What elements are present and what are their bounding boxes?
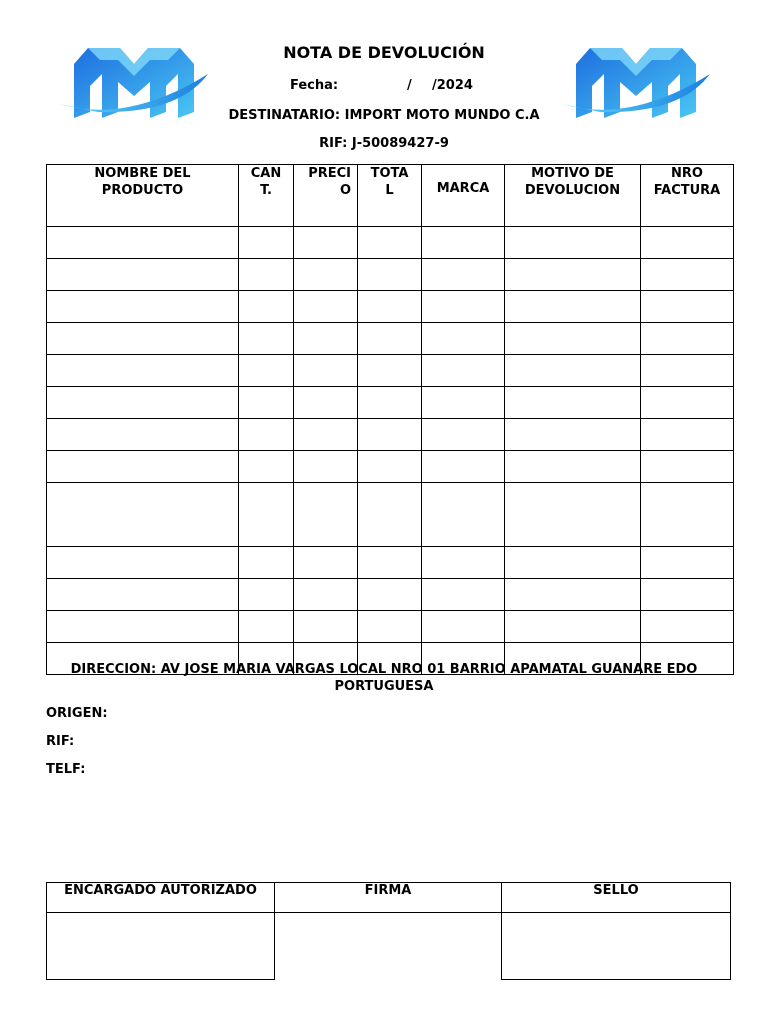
col-header-label: PRECI O <box>308 166 351 198</box>
col-header-label: TOTA L <box>370 166 409 198</box>
table-row <box>47 323 734 355</box>
table-row <box>47 547 734 579</box>
table-cell[interactable] <box>358 579 422 611</box>
table-cell[interactable] <box>47 227 239 259</box>
table-cell[interactable] <box>422 483 505 547</box>
table-cell[interactable] <box>641 227 734 259</box>
table-cell[interactable] <box>47 291 239 323</box>
col-header-motivo <box>505 165 641 227</box>
table-cell[interactable] <box>422 227 505 259</box>
table-cell[interactable] <box>358 547 422 579</box>
table-cell[interactable] <box>47 611 239 643</box>
table-cell[interactable] <box>239 611 294 643</box>
table-cell[interactable] <box>294 291 358 323</box>
col-header-precio <box>294 165 358 227</box>
signature-body-row <box>47 913 731 980</box>
table-cell[interactable] <box>239 579 294 611</box>
table-cell[interactable] <box>641 291 734 323</box>
recipient-rif: RIF: J-50089427-9 <box>319 136 449 151</box>
table-cell[interactable] <box>239 451 294 483</box>
table-header-row <box>47 165 734 227</box>
col-header-producto <box>47 165 239 227</box>
table-cell[interactable] <box>239 547 294 579</box>
table-cell[interactable] <box>422 291 505 323</box>
table-cell[interactable] <box>505 579 641 611</box>
signature-table <box>46 882 731 980</box>
table-cell[interactable] <box>422 355 505 387</box>
table-cell[interactable] <box>505 227 641 259</box>
table-cell[interactable] <box>294 355 358 387</box>
address: DIRECCION: AV JOSE MARIA VARGAS LOCAL NRO 01 BARRIO APAMATAL GUANARE EDO PORTUGUESA <box>70 662 698 694</box>
table-cell[interactable] <box>358 451 422 483</box>
date-year: /2024 <box>432 78 473 93</box>
date-line <box>0 78 768 96</box>
table-cell[interactable] <box>641 419 734 451</box>
table-cell[interactable] <box>641 355 734 387</box>
table-cell[interactable] <box>294 579 358 611</box>
firma-header: FIRMA <box>275 883 502 913</box>
table-cell[interactable] <box>505 547 641 579</box>
sello-field[interactable] <box>502 913 731 980</box>
fecha-label: Fecha: <box>290 78 339 93</box>
table-cell[interactable] <box>358 323 422 355</box>
table-cell[interactable] <box>294 227 358 259</box>
table-cell[interactable] <box>505 259 641 291</box>
table-cell[interactable] <box>47 483 239 547</box>
table-cell[interactable] <box>641 483 734 547</box>
table-row <box>47 579 734 611</box>
table-cell[interactable] <box>422 387 505 419</box>
table-row <box>47 227 734 259</box>
table-row <box>47 611 734 643</box>
table-cell[interactable] <box>358 387 422 419</box>
table-cell[interactable] <box>294 323 358 355</box>
col-header-marca <box>422 165 505 227</box>
table-cell[interactable] <box>422 579 505 611</box>
table-cell[interactable] <box>422 547 505 579</box>
table-cell[interactable] <box>641 259 734 291</box>
rif-label: RIF: <box>46 734 75 749</box>
col-header-label: NOMBRE DEL PRODUCTO <box>94 166 191 198</box>
table-cell[interactable] <box>47 451 239 483</box>
telf-label: TELF: <box>46 762 86 777</box>
table-cell[interactable] <box>294 483 358 547</box>
table-cell[interactable] <box>294 259 358 291</box>
table-cell[interactable] <box>422 323 505 355</box>
col-header-label: NRO FACTURA <box>653 166 721 198</box>
table-cell[interactable] <box>641 547 734 579</box>
table-cell[interactable] <box>294 419 358 451</box>
col-header-factura <box>641 165 734 227</box>
table-cell[interactable] <box>505 483 641 547</box>
table-cell[interactable] <box>239 387 294 419</box>
table-cell[interactable] <box>641 611 734 643</box>
table-cell[interactable] <box>47 419 239 451</box>
table-row <box>47 259 734 291</box>
table-cell[interactable] <box>358 419 422 451</box>
encargado-field[interactable] <box>47 913 275 980</box>
table-cell[interactable] <box>358 227 422 259</box>
table-cell[interactable] <box>505 451 641 483</box>
col-header-label: MARCA <box>436 181 490 196</box>
table-cell[interactable] <box>294 387 358 419</box>
table-cell[interactable] <box>239 323 294 355</box>
col-header-total <box>358 165 422 227</box>
table-cell[interactable] <box>422 611 505 643</box>
table-cell[interactable] <box>358 355 422 387</box>
table-row <box>47 483 734 547</box>
table-cell[interactable] <box>47 387 239 419</box>
col-header-label: MOTIVO DE DEVOLUCION <box>524 166 621 198</box>
table-cell[interactable] <box>422 419 505 451</box>
table-cell[interactable] <box>358 483 422 547</box>
table-cell[interactable] <box>505 323 641 355</box>
table-cell[interactable] <box>358 291 422 323</box>
table-cell[interactable] <box>294 451 358 483</box>
table-cell[interactable] <box>641 387 734 419</box>
table-cell[interactable] <box>47 259 239 291</box>
recipient: DESTINATARIO: IMPORT MOTO MUNDO C.A <box>228 108 540 123</box>
table-cell[interactable] <box>239 355 294 387</box>
firma-field[interactable] <box>275 913 502 980</box>
table-row <box>47 387 734 419</box>
table-cell[interactable] <box>294 611 358 643</box>
table-cell[interactable] <box>358 259 422 291</box>
table-cell[interactable] <box>422 451 505 483</box>
table-cell[interactable] <box>239 483 294 547</box>
table-cell[interactable] <box>505 419 641 451</box>
table-cell[interactable] <box>239 259 294 291</box>
encargado-header: ENCARGADO AUTORIZADO <box>47 883 275 913</box>
table-cell[interactable] <box>505 355 641 387</box>
table-cell[interactable] <box>294 547 358 579</box>
table-cell[interactable] <box>641 579 734 611</box>
origen-label: ORIGEN: <box>46 706 108 721</box>
date-separator: / <box>407 78 412 93</box>
col-header-label: CAN T. <box>250 166 282 198</box>
products-table <box>46 164 734 675</box>
table-cell[interactable] <box>641 323 734 355</box>
table-row <box>47 419 734 451</box>
table-cell[interactable] <box>47 355 239 387</box>
table-cell[interactable] <box>505 611 641 643</box>
table-cell[interactable] <box>47 547 239 579</box>
table-row <box>47 355 734 387</box>
table-cell[interactable] <box>505 291 641 323</box>
table-cell[interactable] <box>239 291 294 323</box>
table-cell[interactable] <box>505 387 641 419</box>
page-title: NOTA DE DEVOLUCIÓN <box>283 43 485 62</box>
table-cell[interactable] <box>47 323 239 355</box>
signature-header-row <box>47 883 731 913</box>
table-cell[interactable] <box>641 451 734 483</box>
table-cell[interactable] <box>422 259 505 291</box>
table-row <box>47 291 734 323</box>
table-cell[interactable] <box>47 579 239 611</box>
table-cell[interactable] <box>358 611 422 643</box>
table-cell[interactable] <box>239 419 294 451</box>
table-row <box>47 451 734 483</box>
col-header-cantidad <box>239 165 294 227</box>
table-cell[interactable] <box>239 227 294 259</box>
sello-header: SELLO <box>502 883 731 913</box>
